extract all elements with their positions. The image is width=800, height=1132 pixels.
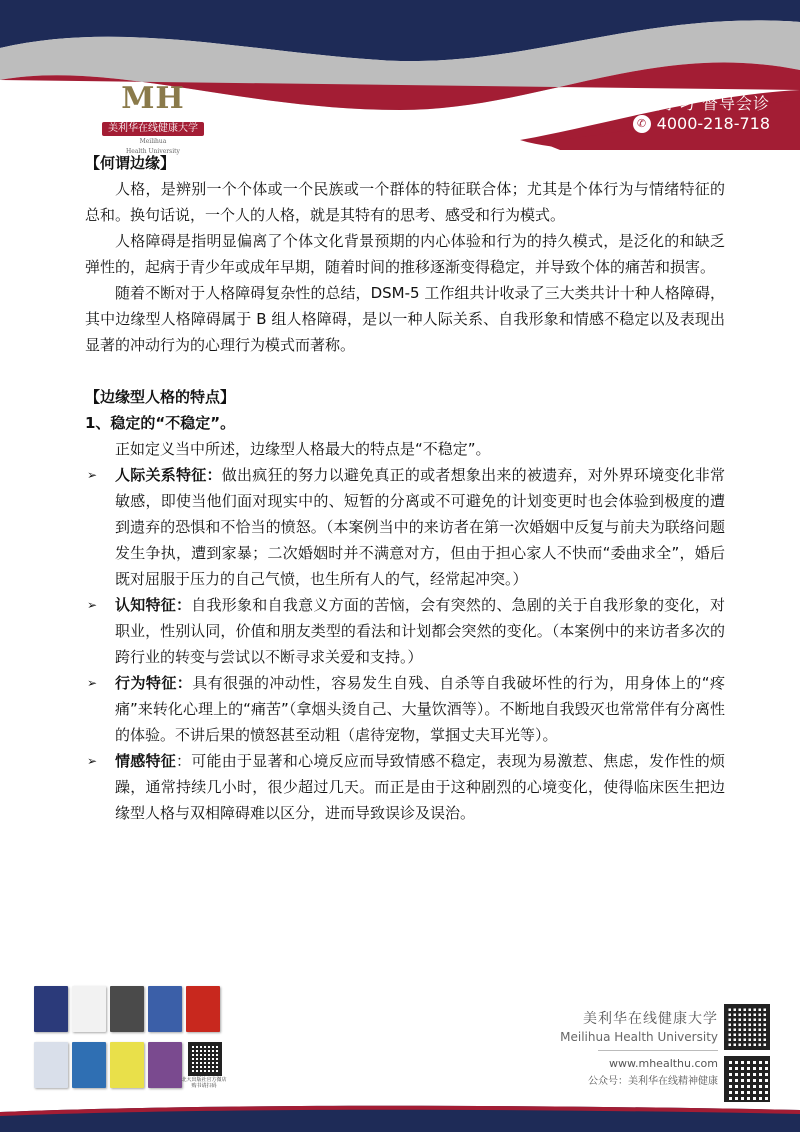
section-heading-definition: 【何谓边缘】 (85, 154, 176, 172)
header-slogan: 报名学习 督导会诊 (627, 94, 770, 113)
feature-label: 认知特征： (115, 596, 192, 614)
university-name-cn: 美利华在线健康大学 (583, 1011, 718, 1027)
feature-list (85, 462, 725, 826)
feature-label: 行为特征： (115, 674, 193, 692)
website-link[interactable]: www.mhealthu.com (609, 1057, 718, 1070)
logo-subtitle-2: Health University (126, 148, 180, 155)
phone-icon: ✆ (633, 115, 651, 133)
qr-caption: 北大出版社官方微店 购书请扫码 (181, 1077, 227, 1089)
feature-text: 具有很强的冲动性，容易发生自残、自杀等自我破坏性的行为，用身体上的“疼痛”来转化心理上的“痛苦”（拿烟头烫自己、大量饮酒等）。不断地自我毁灭也常常伴有分离性的体验。不讲后果的愤怒甚至动粗（虐待宠物，掌掴丈夫耳光等）。 (115, 674, 725, 744)
book-cover-image (72, 1042, 106, 1088)
feature-text: 自我形象和自我意义方面的苦恼，会有突然的、急剧的关于自我形象的变化，对职业，性别认同，价值和朋友类型的看法和计划都会突然的变化。（本案例中的来访者多次的跨行业的转变与尝试以不断寻求关爱和支持。） (115, 596, 725, 666)
book-cover-image (34, 986, 68, 1032)
page-footer (0, 970, 800, 1132)
book-cover-image (148, 1042, 182, 1088)
arrow-bullet-icon: ➢ (87, 598, 98, 612)
arrow-bullet-icon: ➢ (87, 468, 98, 482)
list-item (85, 462, 725, 592)
qr-code-image (724, 1056, 770, 1102)
book-cover-image (186, 986, 220, 1032)
university-contact (560, 1008, 718, 1087)
section-heading-features: 【边缘型人格的特点】 (85, 388, 236, 406)
feature-text: ：可能由于显著和心境反应而导致情感不稳定，表现为易激惹、焦虑，发作性的烦躁，通常持续几小时，很少超过几天。而正是由于这种剧烈的心境变化，使得临床医生把边缘型人格与双相障碍难以区分，进而导致误诊及误治。 (115, 752, 725, 822)
list-item (85, 748, 725, 826)
logo-letters: MH (121, 81, 185, 116)
logo-subtitle-1: Meilihua (139, 138, 167, 145)
footer-wave-graphic (0, 1102, 800, 1132)
logo-ribbon: 美利华在线健康大学 (102, 122, 204, 136)
wechat-account: 公众号：美利华在线精神健康 (588, 1076, 718, 1087)
divider (598, 1050, 718, 1051)
feature-text: 做出疯狂的努力以避免真正的或者想象出来的被遗弃，对外界环境变化非常敏感，即使当他们面对现实中的、短暂的分离或不可避免的计划变更时也会体验到极度的遭到遗弃的恐惧和不恰当的愤怒。（本案例当中的来访者在第一次婚姻中反复与前夫为联络问题发生争执，遭到家暴；二次婚姻时并不满意对方，但由于担心家人不快而“委曲求全”，婚后既对屈服于压力的自己气愤，也生所有人的气，经常起冲突。） (115, 466, 725, 588)
book-cover-image (110, 986, 144, 1032)
phone-number: 4000-218-718 (656, 114, 770, 133)
qr-code-image (188, 1042, 222, 1076)
book-covers (30, 978, 250, 1098)
header-phone (633, 114, 770, 133)
subheading: 1、稳定的“不稳定”。 (85, 414, 236, 432)
page-header (0, 0, 800, 170)
university-name-en: Meilihua Health University (560, 1030, 718, 1044)
list-item (85, 592, 725, 670)
book-cover-image (110, 1042, 144, 1088)
paragraph: 随着不断对于人格障碍复杂性的总结，DSM-5 工作组共计收录了三大类共计十种人格障碍，其中边缘型人格障碍属于 B 组人格障碍，是以一种人际关系、自我形象和情感不稳定以及表现出显著的冲动行为的心理行为模式而著称。 (85, 284, 725, 354)
qr-code-image (724, 1004, 770, 1050)
paragraph: 正如定义当中所述，边缘型人格最大的特点是“不稳定”。 (115, 440, 491, 458)
list-item (85, 670, 725, 748)
feature-label: 人际关系特征： (115, 466, 222, 484)
paragraph: 人格障碍是指明显偏离了个体文化背景预期的内心体验和行为的持久模式，是泛化的和缺乏弹性的，起病于青少年或成年早期，随着时间的推移逐渐变得稳定，并导致个体的痛苦和损害。 (85, 232, 725, 276)
feature-label: 情感特征 (115, 752, 177, 770)
university-logo (100, 81, 206, 155)
arrow-bullet-icon: ➢ (87, 676, 98, 690)
book-cover-image (34, 1042, 68, 1088)
book-cover-image (148, 986, 182, 1032)
arrow-bullet-icon: ➢ (87, 754, 98, 768)
book-cover-image (72, 986, 106, 1032)
document-body (85, 150, 725, 826)
paragraph: 人格，是辨别一个个体或一个民族或一个群体的特征联合体；尤其是个体行为与情绪特征的总和。换句话说，一个人的人格，就是其特有的思考、感受和行为模式。 (85, 180, 725, 224)
